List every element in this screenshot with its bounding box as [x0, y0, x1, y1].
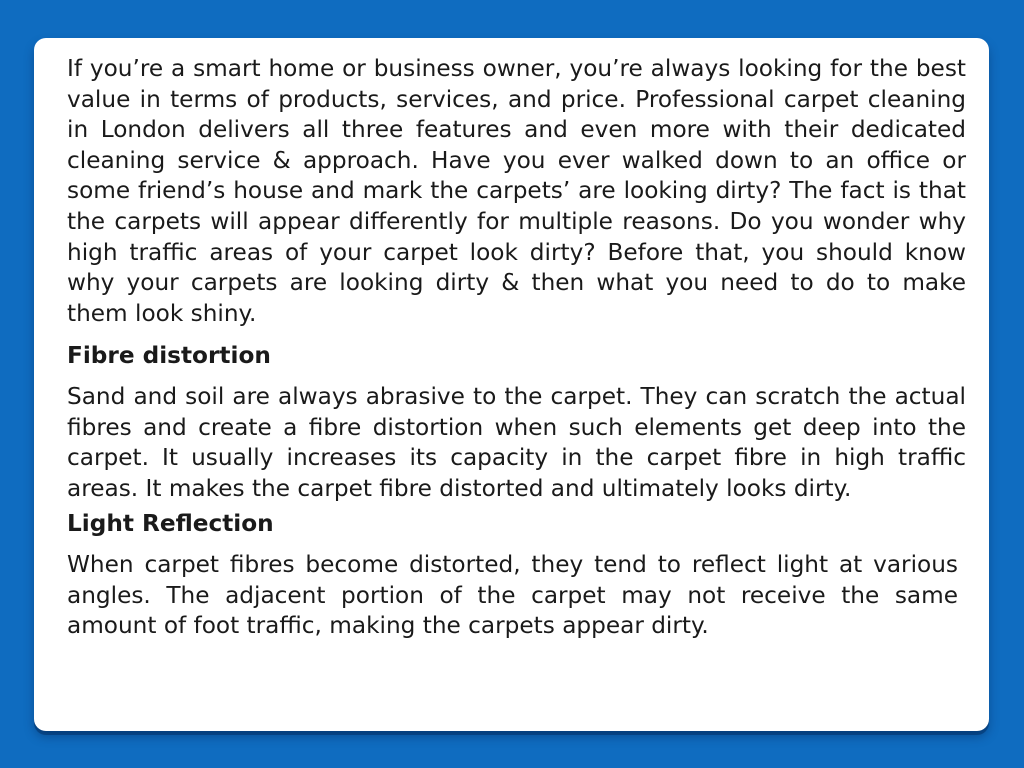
section-body-fibre-distortion: Sand and soil are always abrasive to the carpet. They can scratch the actual fibres and create a fibre distortion when such elements get deep into the carpet. It usually increases its capacity in the carpet fibre in high traffic areas. It makes the carpet fibre distorted and ultimately looks dirty.	[67, 382, 966, 502]
section-heading-fibre-distortion: Fibre distortion	[67, 342, 271, 370]
section-body-light-reflection: When carpet fibres become distorted, they tend to reflect light at various angles. The adjacent portion of the carpet may not receive the same amount of foot traffic, making the carpets appear dirty.	[67, 550, 958, 640]
intro-paragraph: If you’re a smart home or business owner, you’re always looking for the best value in terms of products, services, and price. Professional carpet cleaning in London delivers all three features and even more with their dedicated cleaning service & approach. Have you ever walked down to an office or some friend’s house and mark the carpets’ are looking dirty? The fact is that the carpets will appear differently for multiple reasons. Do you wonder why high traffic areas of your carpet look dirty? Before that, you should know why your carpets are looking dirty & then what you need to do to make them look shiny.	[67, 55, 966, 327]
content-card	[34, 38, 989, 731]
section-heading-light-reflection: Light Reflection	[67, 510, 274, 538]
